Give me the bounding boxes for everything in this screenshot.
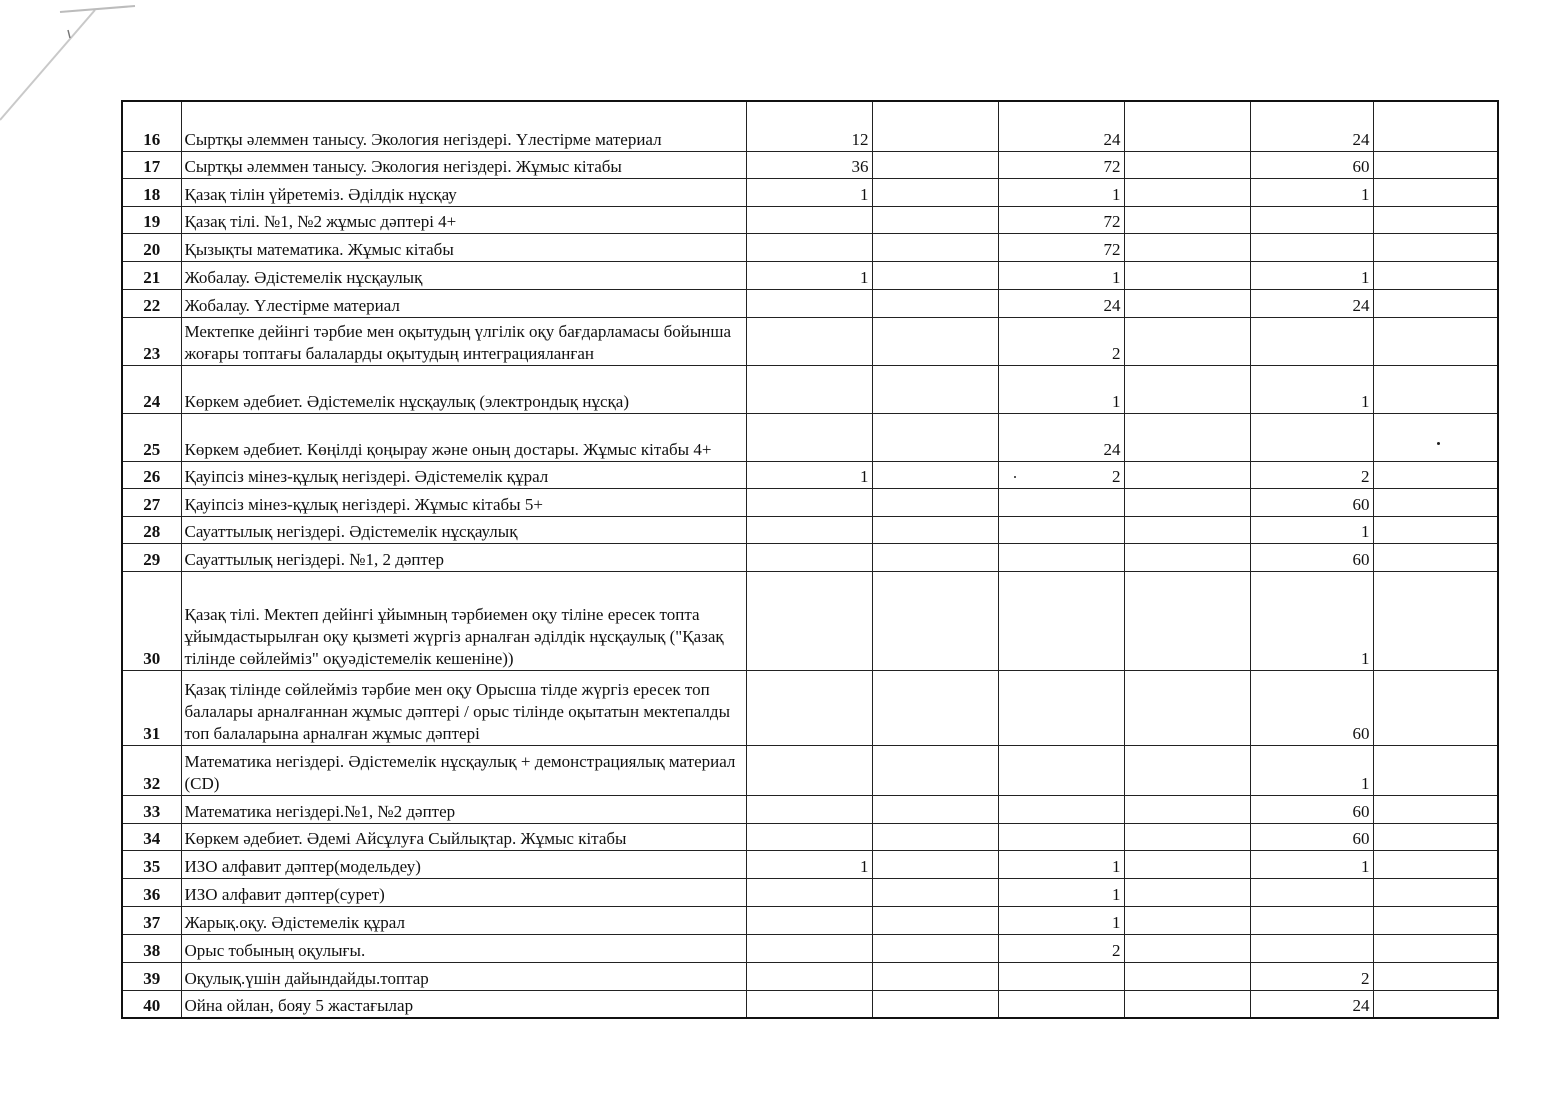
item-title: Қазақ тілі. №1, №2 жұмыс дәптері 4+ bbox=[181, 206, 746, 233]
quantity-cell bbox=[872, 101, 998, 151]
quantity-cell: 60 bbox=[1250, 670, 1373, 745]
item-title: Сыртқы әлеммен танысу. Экология негіздері. Жұмыс кітабы bbox=[181, 151, 746, 178]
quantity-cell bbox=[998, 670, 1124, 745]
quantity-cell bbox=[998, 823, 1124, 850]
quantity-cell bbox=[1124, 289, 1250, 317]
item-title: Қауіпсіз мінез-құлық негіздері. Жұмыс кітабы 5+ bbox=[181, 488, 746, 516]
quantity-cell bbox=[1250, 878, 1373, 906]
table-row bbox=[122, 543, 1498, 571]
quantity-cell: 1 bbox=[998, 365, 1124, 413]
quantity-cell bbox=[746, 934, 872, 962]
quantity-cell bbox=[1124, 962, 1250, 990]
quantity-cell bbox=[1373, 206, 1498, 233]
quantity-cell bbox=[1250, 906, 1373, 934]
table-body bbox=[122, 101, 1498, 1018]
quantity-cell: 1 bbox=[998, 878, 1124, 906]
quantity-cell bbox=[746, 878, 872, 906]
table-row bbox=[122, 516, 1498, 543]
quantity-cell bbox=[1373, 101, 1498, 151]
quantity-cell bbox=[1124, 365, 1250, 413]
quantity-cell bbox=[1373, 178, 1498, 206]
quantity-cell bbox=[1373, 850, 1498, 878]
table-row bbox=[122, 745, 1498, 795]
quantity-cell: 72 bbox=[998, 151, 1124, 178]
row-number: 38 bbox=[122, 934, 181, 962]
table-row bbox=[122, 850, 1498, 878]
row-number: 28 bbox=[122, 516, 181, 543]
quantity-cell bbox=[872, 670, 998, 745]
quantity-cell bbox=[1373, 571, 1498, 670]
quantity-cell bbox=[872, 413, 998, 461]
stray-mark bbox=[1437, 442, 1440, 445]
quantity-cell: 1 bbox=[1250, 261, 1373, 289]
item-title: Қазақ тілін үйретеміз. Әділдік нұсқау bbox=[181, 178, 746, 206]
quantity-cell bbox=[1124, 178, 1250, 206]
quantity-cell bbox=[1124, 261, 1250, 289]
item-title: Қазақ тілі. Мектеп дейінгі ұйымның тәрбиемен оқу тіліне ересек топта ұйымдастырылған оқу қызметі жүргіз арналған әділдік нұсқаулық ("Қазақ тілінде сөйлейміз" оқуәдістемелік кешеніне)) bbox=[181, 571, 746, 670]
quantity-cell bbox=[872, 461, 998, 488]
quantity-cell: 2 bbox=[1250, 461, 1373, 488]
table-row bbox=[122, 571, 1498, 670]
row-number: 29 bbox=[122, 543, 181, 571]
row-number: 32 bbox=[122, 745, 181, 795]
quantity-cell bbox=[746, 795, 872, 823]
quantity-cell bbox=[1373, 543, 1498, 571]
quantity-cell: 24 bbox=[998, 289, 1124, 317]
quantity-cell bbox=[1250, 317, 1373, 365]
quantity-cell: 1 bbox=[998, 906, 1124, 934]
quantity-cell bbox=[872, 289, 998, 317]
quantity-cell bbox=[1373, 670, 1498, 745]
row-number: 16 bbox=[122, 101, 181, 151]
table-row bbox=[122, 101, 1498, 151]
quantity-cell bbox=[872, 571, 998, 670]
quantity-cell bbox=[1124, 206, 1250, 233]
quantity-cell: 1 bbox=[998, 850, 1124, 878]
materials-table bbox=[121, 100, 1499, 1019]
table-row bbox=[122, 206, 1498, 233]
quantity-cell bbox=[1373, 934, 1498, 962]
quantity-cell bbox=[872, 151, 998, 178]
quantity-cell bbox=[746, 516, 872, 543]
table-row bbox=[122, 488, 1498, 516]
quantity-cell bbox=[746, 571, 872, 670]
row-number: 22 bbox=[122, 289, 181, 317]
quantity-cell bbox=[1373, 878, 1498, 906]
item-title: Қызықты математика. Жұмыс кітабы bbox=[181, 233, 746, 261]
quantity-cell: 1 bbox=[1250, 178, 1373, 206]
row-number: 26 bbox=[122, 461, 181, 488]
quantity-cell bbox=[746, 823, 872, 850]
quantity-cell bbox=[746, 488, 872, 516]
quantity-cell bbox=[746, 670, 872, 745]
item-title: ИЗО алфавит дәптер(сурет) bbox=[181, 878, 746, 906]
quantity-cell bbox=[872, 934, 998, 962]
item-title: ИЗО алфавит дәптер(модельдеу) bbox=[181, 850, 746, 878]
quantity-cell bbox=[998, 962, 1124, 990]
row-number: 34 bbox=[122, 823, 181, 850]
quantity-cell bbox=[1373, 461, 1498, 488]
item-title: Көркем әдебиет. Көңілді қоңырау және оның достары. Жұмыс кітабы 4+ bbox=[181, 413, 746, 461]
quantity-cell bbox=[998, 543, 1124, 571]
quantity-cell bbox=[998, 571, 1124, 670]
quantity-cell bbox=[872, 823, 998, 850]
quantity-cell bbox=[1124, 878, 1250, 906]
quantity-cell bbox=[746, 206, 872, 233]
quantity-cell bbox=[1373, 365, 1498, 413]
quantity-cell bbox=[746, 289, 872, 317]
quantity-cell bbox=[1373, 795, 1498, 823]
quantity-cell: 2 bbox=[1250, 962, 1373, 990]
quantity-cell bbox=[1373, 823, 1498, 850]
table-row bbox=[122, 151, 1498, 178]
quantity-cell: 60 bbox=[1250, 543, 1373, 571]
quantity-cell: 2 bbox=[998, 461, 1124, 488]
quantity-cell bbox=[1124, 850, 1250, 878]
quantity-cell bbox=[998, 516, 1124, 543]
table-row bbox=[122, 413, 1498, 461]
quantity-cell: 24 bbox=[998, 413, 1124, 461]
quantity-cell bbox=[872, 962, 998, 990]
quantity-cell bbox=[1373, 516, 1498, 543]
quantity-cell: 72 bbox=[998, 233, 1124, 261]
quantity-cell: 1 bbox=[1250, 571, 1373, 670]
item-title: Көркем әдебиет. Әдемі Айсұлуға Сыйлықтар. Жұмыс кітабы bbox=[181, 823, 746, 850]
quantity-cell bbox=[1373, 233, 1498, 261]
table-row bbox=[122, 461, 1498, 488]
row-number: 37 bbox=[122, 906, 181, 934]
row-number: 40 bbox=[122, 990, 181, 1018]
table-row bbox=[122, 906, 1498, 934]
quantity-cell bbox=[872, 795, 998, 823]
item-title: Жобалау. Әдістемелік нұсқаулық bbox=[181, 261, 746, 289]
row-number: 24 bbox=[122, 365, 181, 413]
quantity-cell bbox=[1124, 934, 1250, 962]
quantity-cell bbox=[998, 990, 1124, 1018]
table-row bbox=[122, 178, 1498, 206]
quantity-cell: 1 bbox=[1250, 516, 1373, 543]
quantity-cell bbox=[1124, 488, 1250, 516]
quantity-cell bbox=[1250, 413, 1373, 461]
quantity-cell bbox=[1124, 317, 1250, 365]
quantity-cell bbox=[1250, 233, 1373, 261]
quantity-cell bbox=[872, 543, 998, 571]
item-title: Сауаттылық негіздері. №1, 2 дәптер bbox=[181, 543, 746, 571]
quantity-cell: 1 bbox=[1250, 745, 1373, 795]
quantity-cell bbox=[998, 488, 1124, 516]
row-number: 31 bbox=[122, 670, 181, 745]
item-title: Жобалау. Үлестірме материал bbox=[181, 289, 746, 317]
quantity-cell: 2 bbox=[998, 934, 1124, 962]
quantity-cell bbox=[1124, 906, 1250, 934]
quantity-cell bbox=[1124, 795, 1250, 823]
quantity-cell: 1 bbox=[746, 261, 872, 289]
quantity-cell bbox=[1124, 461, 1250, 488]
quantity-cell bbox=[998, 795, 1124, 823]
item-title: Қауіпсіз мінез-құлық негіздері. Әдістемелік құрал bbox=[181, 461, 746, 488]
quantity-cell: 24 bbox=[998, 101, 1124, 151]
table-row bbox=[122, 670, 1498, 745]
quantity-cell bbox=[746, 543, 872, 571]
quantity-cell bbox=[872, 878, 998, 906]
quantity-cell: 1 bbox=[998, 261, 1124, 289]
quantity-cell bbox=[1124, 413, 1250, 461]
quantity-cell: 1 bbox=[746, 850, 872, 878]
quantity-cell bbox=[872, 906, 998, 934]
quantity-cell bbox=[746, 745, 872, 795]
item-title: Қазақ тілінде сөйлейміз тәрбие мен оқу Орысша тілде жүргіз ересек топ балалары арналғаннан жұмыс дәптері / орыс тілінде оқытатын мектепалды топ балаларына арналған жұмыс дәптері bbox=[181, 670, 746, 745]
row-number: 39 bbox=[122, 962, 181, 990]
quantity-cell bbox=[998, 745, 1124, 795]
document-sheet bbox=[121, 100, 1497, 1019]
quantity-cell: 1 bbox=[998, 178, 1124, 206]
quantity-cell bbox=[1373, 289, 1498, 317]
quantity-cell bbox=[1250, 206, 1373, 233]
quantity-cell bbox=[1124, 151, 1250, 178]
quantity-cell bbox=[1124, 516, 1250, 543]
quantity-cell bbox=[872, 990, 998, 1018]
quantity-cell bbox=[1124, 101, 1250, 151]
quantity-cell: 12 bbox=[746, 101, 872, 151]
table-row bbox=[122, 365, 1498, 413]
quantity-cell bbox=[746, 962, 872, 990]
table-row bbox=[122, 233, 1498, 261]
row-number: 20 bbox=[122, 233, 181, 261]
quantity-cell: 1 bbox=[746, 461, 872, 488]
quantity-cell bbox=[1373, 990, 1498, 1018]
quantity-cell: 60 bbox=[1250, 823, 1373, 850]
quantity-cell bbox=[1124, 233, 1250, 261]
quantity-cell bbox=[1373, 906, 1498, 934]
row-number: 19 bbox=[122, 206, 181, 233]
quantity-cell bbox=[1373, 413, 1498, 461]
quantity-cell bbox=[1124, 670, 1250, 745]
item-title: Жарық.оқу. Әдістемелік құрал bbox=[181, 906, 746, 934]
table-row bbox=[122, 317, 1498, 365]
quantity-cell bbox=[872, 206, 998, 233]
quantity-cell bbox=[746, 365, 872, 413]
row-number: 27 bbox=[122, 488, 181, 516]
quantity-cell bbox=[746, 413, 872, 461]
row-number: 17 bbox=[122, 151, 181, 178]
quantity-cell: 24 bbox=[1250, 289, 1373, 317]
quantity-cell: 24 bbox=[1250, 101, 1373, 151]
quantity-cell: 1 bbox=[746, 178, 872, 206]
stray-mark bbox=[1014, 476, 1016, 478]
row-number: 30 bbox=[122, 571, 181, 670]
quantity-cell bbox=[1373, 962, 1498, 990]
quantity-cell bbox=[1373, 151, 1498, 178]
item-title: Оқулық.үшін дайындайды.топтар bbox=[181, 962, 746, 990]
table-row bbox=[122, 261, 1498, 289]
quantity-cell bbox=[1124, 543, 1250, 571]
quantity-cell: 60 bbox=[1250, 488, 1373, 516]
quantity-cell: 2 bbox=[998, 317, 1124, 365]
quantity-cell bbox=[872, 233, 998, 261]
item-title: Сыртқы әлеммен танысу. Экология негіздері. Үлестірме материал bbox=[181, 101, 746, 151]
row-number: 23 bbox=[122, 317, 181, 365]
scan-edge-mark bbox=[0, 0, 140, 140]
quantity-cell bbox=[1373, 317, 1498, 365]
item-title: Математика негіздері. Әдістемелік нұсқаулық + демонстрациялық материал (CD) bbox=[181, 745, 746, 795]
table-row bbox=[122, 990, 1498, 1018]
quantity-cell: 72 bbox=[998, 206, 1124, 233]
quantity-cell bbox=[1124, 823, 1250, 850]
table-row bbox=[122, 823, 1498, 850]
quantity-cell bbox=[872, 516, 998, 543]
item-title: Математика негіздері.№1, №2 дәптер bbox=[181, 795, 746, 823]
quantity-cell bbox=[1124, 571, 1250, 670]
quantity-cell bbox=[872, 745, 998, 795]
quantity-cell bbox=[1373, 488, 1498, 516]
quantity-cell: 1 bbox=[1250, 850, 1373, 878]
table-row bbox=[122, 878, 1498, 906]
quantity-cell bbox=[746, 906, 872, 934]
item-title: Көркем әдебиет. Әдістемелік нұсқаулық (электрондық нұсқа) bbox=[181, 365, 746, 413]
row-number: 21 bbox=[122, 261, 181, 289]
item-title: Орыс тобының оқулығы. bbox=[181, 934, 746, 962]
row-number: 25 bbox=[122, 413, 181, 461]
table-row bbox=[122, 289, 1498, 317]
quantity-cell: 36 bbox=[746, 151, 872, 178]
row-number: 36 bbox=[122, 878, 181, 906]
item-title: Ойна ойлан, бояу 5 жастағылар bbox=[181, 990, 746, 1018]
row-number: 33 bbox=[122, 795, 181, 823]
quantity-cell bbox=[746, 317, 872, 365]
quantity-cell bbox=[872, 178, 998, 206]
quantity-cell bbox=[1124, 990, 1250, 1018]
row-number: 35 bbox=[122, 850, 181, 878]
quantity-cell: 60 bbox=[1250, 795, 1373, 823]
item-title: Сауаттылық негіздері. Әдістемелік нұсқаулық bbox=[181, 516, 746, 543]
quantity-cell: 24 bbox=[1250, 990, 1373, 1018]
quantity-cell bbox=[1124, 745, 1250, 795]
quantity-cell bbox=[746, 233, 872, 261]
quantity-cell bbox=[872, 317, 998, 365]
quantity-cell: 60 bbox=[1250, 151, 1373, 178]
table-row bbox=[122, 795, 1498, 823]
quantity-cell bbox=[872, 488, 998, 516]
table-row bbox=[122, 962, 1498, 990]
quantity-cell bbox=[872, 261, 998, 289]
quantity-cell bbox=[1373, 745, 1498, 795]
quantity-cell: 1 bbox=[1250, 365, 1373, 413]
row-number: 18 bbox=[122, 178, 181, 206]
quantity-cell bbox=[1250, 934, 1373, 962]
quantity-cell bbox=[746, 990, 872, 1018]
quantity-cell bbox=[872, 365, 998, 413]
quantity-cell bbox=[1373, 261, 1498, 289]
item-title: Мектепке дейінгі тәрбие мен оқытудың үлгілік оқу бағдарламасы бойынша жоғары топтағы балаларды оқытудың интеграцияланған bbox=[181, 317, 746, 365]
quantity-cell bbox=[872, 850, 998, 878]
table-row bbox=[122, 934, 1498, 962]
